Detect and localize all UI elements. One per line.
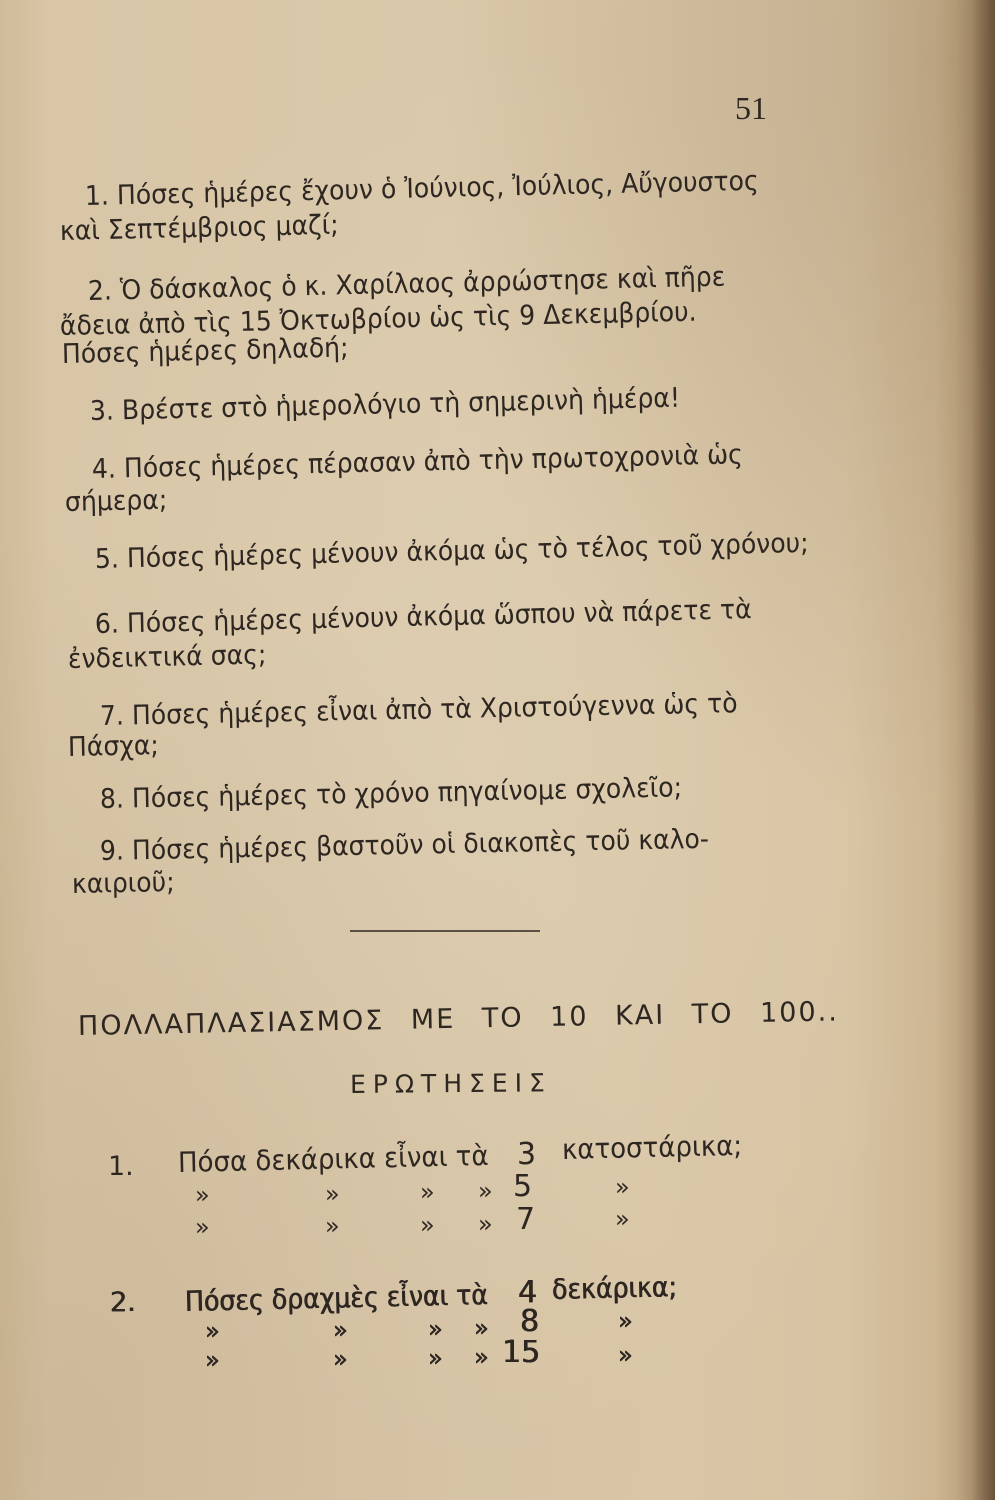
section-subtitle: ΕΡΩΤΗΣΕΙΣ — [349, 1068, 552, 1099]
question-text: Πόσες δραχμὲς εἶναι τὰ — [184, 1278, 489, 1318]
exercise-8-line-1: 8. Πόσες ἡμέρες τὸ χρόνο πηγαίνομε σχολεῖο; — [99, 772, 683, 815]
exercise-3-line-1: 3. Βρέστε στὸ ἡμερολόγιο τὴ σημερινὴ ἡμέρα! — [89, 382, 681, 427]
repeat-value: 15 — [502, 1335, 541, 1370]
question-text: Πόσα δεκάρικα εἶναι τὰ — [177, 1138, 489, 1179]
ditto-mark: » — [474, 1314, 489, 1342]
section-divider — [350, 930, 540, 932]
repeat-value: 7 — [516, 1202, 536, 1237]
question-number: 1. — [108, 1151, 134, 1182]
exercise-1-line-2: καὶ Σεπτέμβριος μαζί; — [59, 209, 340, 247]
ditto-mark: » — [428, 1315, 443, 1343]
ditto-mark: » — [420, 1178, 435, 1206]
exercise-2-line-3: Πόσες ἡμέρες δηλαδή; — [61, 332, 349, 370]
ditto-mark: » — [205, 1346, 220, 1374]
exercise-2-line-2: ἄδεια ἀπὸ τὶς 15 Ὀκτωβρίου ὡς τὶς 9 Δεκεμβρίου. — [59, 296, 697, 342]
exercise-4-line-2: σήμερα; — [64, 484, 168, 518]
ditto-mark: » — [474, 1343, 489, 1371]
repeat-value: 5 — [513, 1169, 533, 1204]
exercise-7-line-1: 7. Πόσες ἡμέρες εἶναι ἀπὸ τὰ Χριστούγεννα ὡς τὸ — [99, 688, 738, 732]
ditto-mark: » — [325, 1212, 340, 1240]
ditto-mark: » — [195, 1181, 210, 1209]
exercise-9-line-1: 9. Πόσες ἡμέρες βαστοῦν οἱ διακοπὲς τοῦ καλο- — [99, 823, 710, 867]
ditto-mark: » — [195, 1213, 210, 1241]
ditto-mark: » — [618, 1341, 633, 1369]
ditto-mark: » — [615, 1173, 630, 1201]
ditto-mark: » — [478, 1177, 493, 1205]
ditto-mark: » — [478, 1210, 493, 1238]
ditto-mark: » — [333, 1345, 348, 1373]
ditto-mark: » — [618, 1307, 633, 1335]
exercise-5-line-1: 5. Πόσες ἡμέρες μένουν ἀκόμα ὡς τὸ τέλος τοῦ χρόνου; — [94, 527, 809, 575]
exercise-6-line-2: ἐνδεικτικά σας; — [67, 639, 267, 675]
question-unit: κατοστάρικα; — [561, 1128, 743, 1166]
question-number: 2. — [110, 1287, 136, 1318]
question-unit: δεκάρικα; — [551, 1270, 678, 1306]
exercise-1-line-1: 1. Πόσες ἡμέρες ἔχουν ὁ Ἰούνιος, Ἰούλιος, Αὔγουστος — [84, 165, 760, 212]
question-value: 4 — [518, 1275, 538, 1310]
exercise-4-line-1: 4. Πόσες ἡμέρες πέρασαν ἀπὸ τὴν πρωτοχρονιὰ ὡς — [91, 439, 744, 485]
exercise-9-line-2: καιριοῦ; — [71, 866, 175, 900]
binding-shadow — [972, 0, 995, 1500]
ditto-mark: » — [333, 1316, 348, 1344]
page-number: 51 — [735, 90, 767, 126]
ditto-mark: » — [615, 1205, 630, 1233]
section-title: ΠΟΛΛΑΠΛΑΣΙΑΣΜΟΣ ΜΕ ΤΟ 10 ΚΑΙ ΤΟ 100.. — [77, 996, 840, 1042]
ditto-mark: » — [428, 1344, 443, 1372]
repeat-value: 8 — [520, 1304, 540, 1339]
ditto-mark: » — [420, 1211, 435, 1239]
exercise-7-line-2: Πάσχα; — [67, 730, 160, 763]
exercise-2-line-1: 2. Ὁ δάσκαλος ὁ κ. Χαρίλαος ἀρρώστησε καὶ πῆρε — [87, 261, 726, 307]
ditto-mark: » — [325, 1180, 340, 1208]
exercise-6-line-1: 6. Πόσες ἡμέρες μένουν ἀκόμα ὥσπου νὰ πάρετε τὰ — [94, 594, 752, 640]
question-value: 3 — [517, 1137, 537, 1172]
ditto-mark: » — [205, 1317, 220, 1345]
